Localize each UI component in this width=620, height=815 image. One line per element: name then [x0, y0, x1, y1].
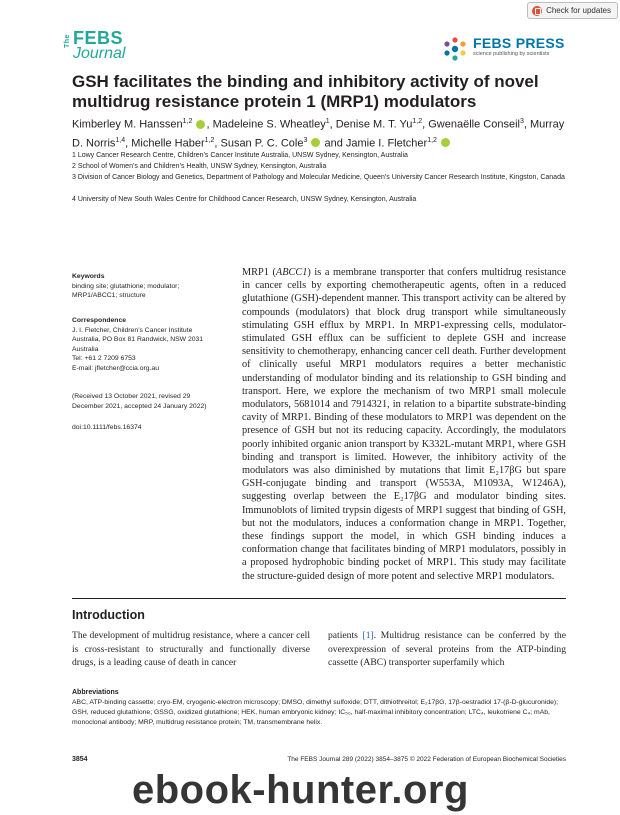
journal-citation-footer: The FEBS Journal 289 (2022) 3854–3875 © 2022 Federation of European Biochemical Societies [287, 756, 566, 763]
author-name: Denise M. T. Yu [335, 118, 413, 131]
intro-right-text-end: . Multidrug resistance can be conferred by the overexpression of several proteins from the ATP-binding cassette (ABC) transporter superfamily which [328, 630, 566, 668]
correspondence-line: Australia [72, 345, 99, 353]
author-name: Susan P. C. Cole [220, 137, 304, 150]
author-name: Kimberley M. Hanssen [72, 118, 183, 131]
introduction-heading: Introduction [72, 608, 145, 622]
introduction-right-column [328, 629, 566, 670]
author-name: Gwenaëlle Conseil [428, 118, 520, 131]
author-name: Jamie I. Fletcher [345, 137, 428, 150]
author-affiliation-marker: 1,2 [412, 118, 423, 125]
orcid-icon[interactable] [441, 138, 450, 147]
correspondence-email[interactable]: E-mail: jfletcher@ccia.org.au [72, 364, 159, 372]
affiliation-1: 1 Lowy Cancer Research Centre, Children’s Cancer Institute Australia, UNSW Sydney, Kensington, Australia [72, 152, 408, 159]
introduction-left-column: The development of multidrug resistance, where a cancer cell is cross-resistant to structurally and functionally diverse drugs, is a leading cause of death in cancer [72, 630, 310, 668]
article-title: GSH facilitates the binding and inhibitory activity of novel multidrug resistance protein 1 (MRP1) modulators [72, 72, 539, 111]
author-affiliation-marker: 1,2 [182, 118, 193, 125]
author-affiliation-marker: 1,2 [204, 136, 215, 144]
check-for-updates-button[interactable] [527, 2, 618, 19]
affiliation-2: 2 School of Women’s and Children’s Health, UNSW Sydney, Kensington, Australia [72, 163, 327, 170]
abbreviations-text: ABC, ATP-binding cassette; cryo-EM, cryogenic-electron microscopy; DMSO, dimethyl sulfoxide; DTT, dithiothreitol; E₂17βG, 17β-oestradiol 17-(β-D-glucuronide); GSH, reduced glutathione; GSSG, oxidized glutathione; HEK, human embryonic kidney; IC₅₀, half-maximal inhibitory concentration; LTC₄, leukotriene C₄; mAb, monoclonal antibody; MRP, multidrug resistance protein; TM, transmembrane helix. [72, 699, 559, 727]
author-name: Murray D. Norris [72, 118, 565, 150]
check-for-updates-label: Check for updates [546, 6, 611, 15]
author-name: Madeleine S. Wheatley [212, 118, 326, 131]
journal-logo-febs: FEBS [73, 28, 124, 48]
abbreviations-heading: Abbreviations [72, 689, 119, 696]
abstract-part-1: MRP1 ( [242, 267, 276, 278]
journal-logo-the: The [64, 34, 71, 48]
orcid-icon[interactable] [196, 120, 205, 129]
publisher-name: FEBS PRESS [473, 35, 565, 51]
keywords-text: binding site; glutathione; modulator; MRP1/ABCC1; structure [72, 282, 180, 299]
publisher-logo [442, 36, 565, 62]
intro-right-text-start: patients [328, 630, 363, 641]
orcid-icon[interactable] [311, 138, 320, 147]
keywords-heading: Keywords [72, 273, 105, 280]
author-affiliation-marker: 1,2 [427, 136, 437, 144]
article-doi[interactable]: doi:10.1111/febs.16374 [72, 424, 142, 431]
keywords-block [72, 272, 222, 301]
affiliation-4: 4 University of New South Wales Centre for Childhood Cancer Research, UNSW Sydney, Kensington, Australia [72, 196, 417, 203]
abstract [242, 266, 566, 583]
journal-logo-journal: Journal [73, 45, 126, 62]
journal-logo [64, 28, 144, 68]
crossmark-icon [532, 6, 542, 16]
abstract-part-2: ) is a membrane transporter that confers multidrug resistance in cancer cells by exporting chemotherapeutic agents, often in a reduced glutathione (GSH)-dependent manner. This transport activity can be altered by compounds (modulators) that block drug transport while simultaneously stimulating GSH efflux by MRP1. In MRP1-expressing cells, modulator-stimulated GSH efflux can be sufficient to deplete GSH and increase sensitivity to chemotherapy, enhancing cancer cell death. Further development of clinically useful MRP1 modulators requires a better mechanistic understanding of modulator binding and its relationship to GSH binding and transport. Here, we explore the mechanism of two MRP1 small molecule modulators, 5681014 and 7914321, in relation to a bipartite substrate-binding cavity of MRP1. Binding of these modulators to MRP1 was dependent on the presence of GSH but not its reducing capacity. Accordingly, the modulators poorly inhibited organic anion transport by K332L-mutant MRP1, where GSH binding and transport is limited. However, the inhibitory activity of the modulators was also diminished by mutations that limit E₂17βG but spare GSH-conjugate binding and transport (W553A, M1093A, W1246A), suggesting overlap between the E₂17βG and modulator binding sites. Immunoblots of limited trypsin digests of MRP1 suggest that binding of GSH, but not the modulators, induces a conformation change in MRP1. Together, these findings support the model, in which GSH binding induces a conformation change that facilitates binding of MRP1 modulators, possibly in a proposed hydrophobic binding pocket of MRP1. This study may facilitate the structure-guided design of more potent and selective MRP1 modulators. [242, 267, 566, 582]
author-affiliation-marker: 3 [519, 118, 524, 125]
abstract-gene-name: ABCC1 [275, 267, 308, 278]
correspondence-line: J. I. Fletcher, Children’s Cancer Institute [72, 326, 193, 334]
author-affiliation-marker: 1 [325, 118, 330, 125]
publisher-tagline: science publishing by scientists [473, 51, 550, 57]
reference-link-1[interactable]: [1] [362, 630, 374, 641]
received-dates: (Received 13 October 2021, revised 29 December 2021, accepted 24 January 2022) [72, 393, 207, 410]
author-list: Kimberley M. Hanssen$^{1,2}$ , Madeleine S. Wheatley$^1$, Denise M. T. Yu$^{1,2}$, Gwenaëlle Conseil$^3$, Murray D. Norris$^{1,4}$, Michelle Haber$^{1,2}$, Susan P. C. Cole$^3$ and Jamie I. Fletcher$^{1,2}$ [72, 118, 565, 150]
section-divider [72, 598, 566, 599]
affiliation-3: 3 Division of Cancer Biology and Genetics, Department of Pathology and Molecular Medicine, Queen’s University Cancer Research Institute, Kingston, Canada [72, 174, 565, 181]
author-affiliation-marker: 3 [303, 136, 308, 144]
correspondence-heading: Correspondence [72, 317, 127, 324]
correspondence-phone: Tel: +61 2 7209 6753 [72, 355, 136, 362]
page-number: 3854 [72, 756, 88, 763]
febs-press-dots-icon [442, 36, 468, 62]
author-name: Michelle Haber [131, 137, 205, 150]
correspondence-block [72, 316, 222, 373]
watermark-text: ebook-hunter.org [132, 768, 469, 812]
author-affiliation-marker: 1,4 [115, 136, 126, 144]
correspondence-line: Australia, PO Box 81 Randwick, NSW 2031 [72, 336, 204, 343]
